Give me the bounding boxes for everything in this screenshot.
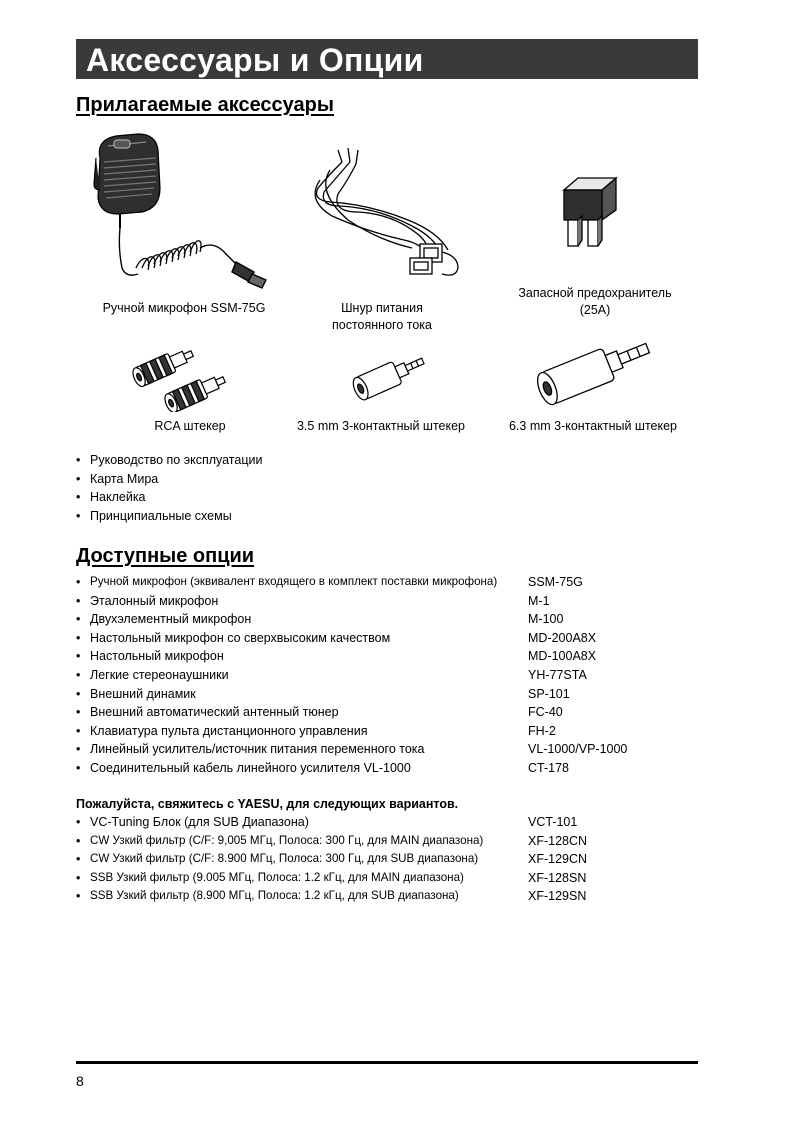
dc-power-cord-caption-line2: постоянного тока <box>332 318 432 332</box>
option-name: Настольный микрофон <box>90 649 224 664</box>
option-name: Настольный микрофон со сверхвысоким качеством <box>90 630 391 645</box>
option-name: Двухэлементный микрофон <box>90 612 252 627</box>
option-code: MD-200A8X <box>528 630 597 645</box>
option-code: XF-129SN <box>528 889 587 904</box>
spare-fuse-caption <box>500 285 690 319</box>
rca-plug-caption: RCA штекер <box>154 419 226 433</box>
option-name: Внешний динамик <box>90 686 196 701</box>
page-number: 8 <box>76 1073 84 1089</box>
option-name: Легкие стереонаушники <box>90 667 229 682</box>
option-code: VCT-101 <box>528 815 578 829</box>
option-name: SSB Узкий фильтр (9.005 МГц, Полоса: 1.2 кГц, для MAIN диапазона) <box>90 870 464 884</box>
option-code: CT-178 <box>528 760 569 775</box>
option-code: M-1 <box>528 593 550 608</box>
option-code: SSM-75G <box>528 575 583 589</box>
rca-plug-icon <box>130 340 230 412</box>
spare-fuse-caption-line1: Запасной предохранитель <box>518 286 672 300</box>
option-code: XF-128CN <box>528 833 588 848</box>
option-name: SSB Узкий фильтр (8.900 МГц, Полоса: 1.2 кГц, для SUB диапазона) <box>90 889 459 903</box>
option-code: M-100 <box>528 612 564 627</box>
supplied-accessories-heading: Прилагаемые аксессуары <box>76 94 334 116</box>
list-item: • Карта Мира <box>76 470 262 489</box>
option-name: CW Узкий фильтр (C/F: 9,005 МГц, Полоса: 300 Гц, для MAIN диапазона) <box>90 833 484 847</box>
list-item: • Наклейка <box>76 488 262 507</box>
list-item: • Руководство по эксплуатации <box>76 451 262 470</box>
option-name: Эталонный микрофон <box>90 593 219 608</box>
option-name: Клавиатура пульта дистанционного управления <box>90 723 368 738</box>
contact-yaesu-note: Пожалуйста, свяжитесь с YAESU, для следующих вариантов. <box>76 797 459 811</box>
option-name: CW Узкий фильтр (C/F: 8.900 МГц, Полоса: 300 Гц, для SUB диапазона) <box>90 852 479 866</box>
list-item: • Принципиальные схемы <box>76 507 262 526</box>
3-5mm-plug-icon <box>344 344 434 408</box>
option-code: XF-128SN <box>528 870 587 885</box>
6-3mm-plug-caption: 6.3 mm 3-контактный штекер <box>508 419 678 433</box>
option-code: VL-1000/VP-1000 <box>528 742 628 757</box>
spare-fuse-icon <box>558 174 622 250</box>
hand-microphone-caption: Ручной микрофон SSM-75G <box>102 301 266 315</box>
option-code: FH-2 <box>528 723 556 738</box>
option-name: Соединительный кабель линейного усилителя VL-1000 <box>90 760 411 775</box>
option-code: YH-77STA <box>528 667 587 682</box>
3-5mm-plug-caption: 3.5 mm 3-контактный штекер <box>296 419 466 433</box>
page-title: Аксессуары и Опции <box>76 39 698 79</box>
spare-fuse-caption-line2: (25A) <box>579 303 611 317</box>
dc-power-cord-caption <box>300 300 464 334</box>
option-name: VC-Tuning Блок (для SUB Диапазона) <box>90 815 309 829</box>
option-code: SP-101 <box>528 686 570 701</box>
option-name: Линейный усилитель/источник питания переменного тока <box>90 742 425 757</box>
option-name: Ручной микрофон (эквивалент входящего в комплект поставки микрофона) <box>90 575 498 588</box>
dc-power-cord-icon <box>308 140 468 290</box>
footer-rule <box>76 1061 698 1064</box>
available-options-heading: Доступные опции <box>76 545 255 567</box>
hand-microphone-icon <box>86 128 282 300</box>
dc-power-cord-caption-line1: Шнур питания <box>341 301 423 315</box>
option-code: MD-100A8X <box>528 649 597 664</box>
option-code: FC-40 <box>528 705 563 720</box>
option-name: Внешний автоматический антенный тюнер <box>90 705 339 720</box>
6-3mm-plug-icon <box>528 328 664 412</box>
option-code: XF-129CN <box>528 852 588 867</box>
supplied-documents-list <box>76 451 262 525</box>
